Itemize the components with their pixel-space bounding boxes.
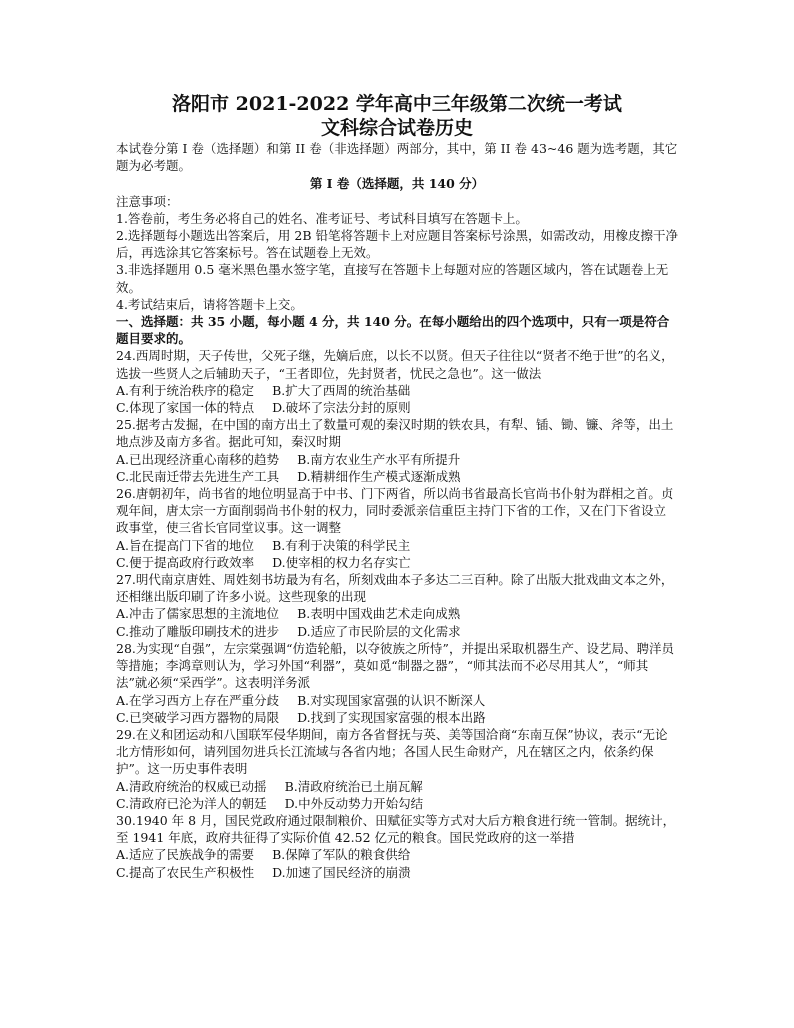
question-30 bbox=[116, 812, 678, 881]
options bbox=[116, 605, 678, 639]
question-24 bbox=[116, 347, 678, 416]
option-c: C.提高了农民生产积极性 bbox=[116, 864, 255, 880]
option-b: B.有利于决策的科学民主 bbox=[272, 537, 411, 553]
option-c: C.清政府已沦为洋人的朝廷 bbox=[116, 795, 267, 811]
question-stem: 27.明代南京唐姓、周姓刻书坊最为有名，所刻戏曲本子多达二三百种。除了出版大批戏曲文本之外，还相继出版印刷了许多小说。这些现象的出现 bbox=[116, 572, 674, 605]
question-stem: 28.为实现“自强”，左宗棠强调“仿造轮船，以夺彼族之所恃”，并提出采取机器生产、设艺局、聘洋员等措施；李鸿章则认为，学习外国“利器”，莫如觅“制器之器”，“师其法而不必尽用其人”，“师其法”就必须“采西学”。这表明洋务派 bbox=[116, 640, 674, 691]
options bbox=[116, 451, 678, 485]
notice-item: 1.答卷前，考生务必将自己的姓名、准考证号、考试科目填写在答题卡上。 bbox=[116, 210, 528, 226]
question-stem: 25.据考古发掘，在中国的南方出土了数量可观的秦汉时期的铁农具，有犁、锸、锄、镰、斧等，出土地点涉及南方多省。据此可知，秦汉时期 bbox=[116, 417, 674, 450]
option-d: D.找到了实现国家富强的根本出路 bbox=[297, 709, 486, 725]
section-heading: 第 I 卷（选择题，共 140 分） bbox=[309, 176, 485, 192]
intro-paragraph: 本试卷分第 I 卷（选择题）和第 II 卷（非选择题）两部分，其中，第 II 卷 43~46 题为选考题，其它题为必考题。 bbox=[116, 141, 678, 174]
notice-heading: 注意事项： bbox=[116, 193, 179, 209]
page-title-line2: 文科综合试卷历史 bbox=[320, 117, 473, 139]
options bbox=[116, 692, 678, 726]
option-d: D.加速了国民经济的崩溃 bbox=[272, 864, 411, 880]
options bbox=[116, 778, 678, 812]
option-b: B.对实现国家富强的认识不断深人 bbox=[297, 692, 486, 708]
option-a: A.在学习西方上存在严重分歧 bbox=[116, 692, 280, 708]
part-heading: 一、选择题：共 35 小题，每小题 4 分，共 140 分。在每小题给出的四个选项中，只有一项是符合题目要求的。 bbox=[116, 314, 670, 347]
option-d: D.精耕细作生产模式逐渐成熟 bbox=[297, 468, 461, 484]
question-27 bbox=[116, 571, 678, 640]
options bbox=[116, 382, 678, 416]
option-d: D.破坏了宗法分封的原则 bbox=[272, 400, 411, 416]
option-c: C.体现了家国一体的特点 bbox=[116, 400, 255, 416]
option-a: A.已出现经济重心南移的趋势 bbox=[116, 451, 280, 467]
question-stem: 30.1940 年 8 月，国民党政府通过限制粮价、田赋征实等方式对大后方粮食进行统一管制。据统计，至 1941 年底，政府共征得了实际价值 42.52 亿元的粮食。国民党政府的这一举措 bbox=[116, 812, 676, 846]
option-d: D.使宰相的权力名存实亡 bbox=[272, 554, 411, 570]
option-b: B.扩大了西周的统治基础 bbox=[272, 382, 411, 398]
option-d: D.中外反动势力开始勾结 bbox=[284, 795, 424, 811]
question-26 bbox=[116, 485, 678, 571]
option-a: A.适应了民族战争的需要 bbox=[116, 847, 255, 863]
options bbox=[116, 846, 678, 880]
question-25 bbox=[116, 416, 678, 485]
option-b: B.表明中国戏曲艺术走向成熟 bbox=[297, 606, 461, 622]
option-c: C.便于提高政府行政效率 bbox=[116, 554, 255, 570]
question-28 bbox=[116, 640, 678, 726]
option-b: B.南方农业生产水平有所提升 bbox=[297, 451, 461, 467]
option-b: B.清政府统治已土崩瓦解 bbox=[284, 778, 423, 794]
question-stem: 26.唐朝初年，尚书省的地位明显高于中书、门下两省，所以尚书省最高长官尚书仆射为群相之首。贞观年间，唐太宗一方面削弱尚书仆射的权力，同时委派亲信重臣主持门下省的工作，又在门下省设立政事堂，使三省长官同堂议事。这一调整 bbox=[116, 486, 674, 536]
option-c: C.已突破学习西方器物的局限 bbox=[116, 709, 280, 725]
option-c: C.推动了雕版印刷技术的进步 bbox=[116, 623, 280, 639]
option-d: D.适应了市民阶层的文化需求 bbox=[297, 623, 461, 639]
page-title-line1: 洛阳市 2021-2022 学年高中三年级第二次统一考试 bbox=[172, 93, 622, 115]
option-a: A.冲击了儒家思想的主流地位 bbox=[116, 606, 280, 622]
options bbox=[116, 537, 678, 571]
question-29 bbox=[116, 726, 678, 812]
notice-item: 2.选择题每小题选出答案后，用 2B 铅笔将答题卡上对应题目答案标号涂黑，如需改动，用橡皮擦干净后，再选涂其它答案标号。答在试题卷上无效。 bbox=[116, 228, 679, 261]
notice-item: 4.考试结束后，请将答题卡上交。 bbox=[116, 296, 303, 312]
question-stem: 24.西周时期，天子传世，父死子继，先嫡后庶，以长不以贤。但天子往往以“贤者不绝于世”的名义，选拔一些贤人之后辅助天子，“王者即位，先封贤者，忧民之急也”。这一做法 bbox=[116, 348, 674, 381]
option-a: A.清政府统治的权威已动摇 bbox=[116, 778, 267, 794]
question-stem: 29.在义和团运动和八国联军侵华期间，南方各省督抚与英、美等国洽商“东南互保”协议，表示“无论北方情形如何，请列国勿进兵长江流域与各省内地；各国人民生命财产，凡在辖区之内，依条约保护”。这一历史事件表明 bbox=[116, 726, 668, 777]
option-c: C.北民南迁带去先进生产工具 bbox=[116, 468, 280, 484]
option-b: B.保障了军队的粮食供给 bbox=[272, 847, 411, 863]
notice-block bbox=[116, 193, 678, 313]
option-a: A.有利于统治秩序的稳定 bbox=[116, 382, 255, 398]
notice-item: 3.非选择题用 0.5 毫米黑色墨水签字笔，直接写在答题卡上每题对应的答题区域内，答在试题卷上无效。 bbox=[116, 262, 669, 295]
option-a: A.旨在提高门下省的地位 bbox=[116, 537, 255, 553]
